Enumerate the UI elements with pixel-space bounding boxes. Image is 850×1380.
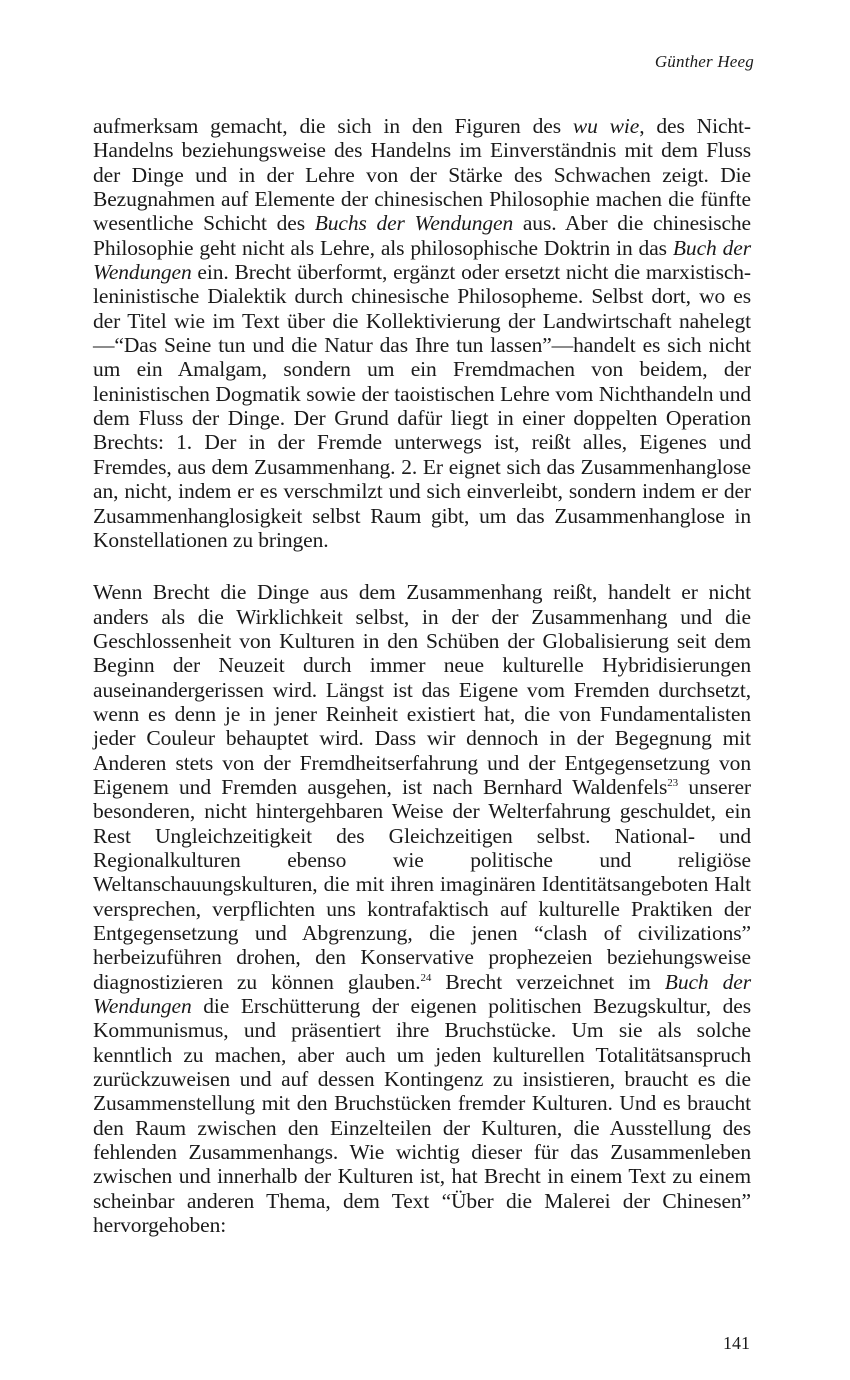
italic-text: Buch der Wendungen (93, 235, 751, 285)
paragraph (93, 114, 751, 552)
italic-text: Buch der Wendungen (93, 969, 751, 1019)
running-head: Günther Heeg (654, 52, 754, 71)
page-number: 141 (723, 1333, 750, 1353)
italic-text: wu wie (572, 114, 640, 138)
text-run: die Erschütterung der eigenen politischen Bezugskultur, des Kommunismus, und präsentiert ihre Bruchstücke. Um sie als solche kenntlich zu machen, aber auch um jeden kulturellen Totalitätsanspruch zurückzuweisen und auf dessen Kontingenz zu insistieren, braucht es die Zusammenstellung mit den Bruchstücken fremder Kulturen. Und es braucht den Raum zwischen den Einzelteilen der Kulturen, die Ausstellung des fehlenden Zusammenhangs. Wie wichtig dieser für das Zusammenleben zwischen und innerhalb der Kulturen ist, hat Brecht in einem Text zu einem scheinbar anderen Thema, dem Text “Über die Malerei der Chinesen” hervorgehoben: (93, 994, 751, 1238)
italic-text: Buchs der Wendungen (314, 211, 514, 236)
text-run: , des Nicht-Handelns beziehungsweise des Handelns im Einverständnis mit dem Fluss der Dinge und in der Lehre von der Stärke des Schwachen zeigt. Die Bezugnahmen auf Elemente der chinesischen Philosophie machen die fünfte wesentliche Schicht des (93, 114, 751, 236)
text-run: Wenn Brecht die Dinge aus dem Zusammenhang reißt, handelt er nicht anders als die Wirklichkeit selbst, in der der Zusammenhang und die Geschlossenheit von Kulturen in den Schüben der Globalisierung seit dem Beginn der Neuzeit durch immer neue kulturelle Hybridisierungen auseinandergerissen wird. Längst ist das Eigene vom Fremden durchsetzt, wenn es denn je in jener Reinheit existiert hat, die von Fundamentalisten jeder Couleur behauptet wird. Dass wir dennoch in der Begegnung mit Anderen stets von der Fremdheitserfahrung und der Entgegensetzung von Eigenem und Fremden ausgehen, ist nach Bernhard Waldenfels (93, 580, 751, 799)
text-run: unserer besonderen, nicht hintergehbaren Weise der Welterfahrung geschuldet, ein Rest Ungleichzeitigkeit des Gleichzeitigen selbst. National- und Regionalkulturen ebenso wie politische und religiöse Weltanschauungskulturen, die mit ihren imaginären Identitätsangeboten Halt versprechen, verpflichten uns kontrafaktisch auf kulturelle Praktiken der Entgegensetzung und Abgrenzung, die jenen “clash of civilizations” herbeizuführen drohen, den Konservative prophezeien beziehungsweise diagnostizieren zu können glauben. (93, 774, 751, 994)
text-run: Brecht verzeichnet im (431, 969, 665, 994)
footnote-ref: 23 (667, 776, 679, 789)
text-run: aufmerksam gemacht, die sich in den Figuren des (93, 114, 573, 138)
text-run: aus. Aber die chinesische Philosophie geht nicht als Lehre, als philosophische Doktrin in das (93, 211, 751, 260)
text-run: ein. Brecht überformt, ergänzt oder ersetzt nicht die marxistisch-leninistische Dialektik durch chinesische Philosopheme. Selbst dort, wo es der Titel wie im Text über die Kollektivierung der Landwirtschaft nahelegt—“Das Seine tun und die Natur das Ihre tun lassen”—handelt es sich nicht um ein Amalgam, sondern um ein Fremdmachen von beidem, der leninistischen Dogmatik sowie der taoistischen Lehre vom Nichthandeln und dem Fluss der Dinge. Der Grund dafür liegt in einer doppelten Operation Brechts: 1. Der in der Fremde unterwegs ist, reißt alles, Eigenes und Fremdes, aus dem Zusammenhang. 2. Er eignet sich das Zusammenhanglose an, nicht, indem er es verschmilzt und sich einverleibt, sondern indem er der Zusammenhanglosigkeit selbst Raum gibt, um das Zusammenhanglose in Konstellationen zu bringen. (93, 260, 751, 552)
body-text (93, 114, 751, 1237)
footnote-ref: 24 (420, 971, 432, 984)
paragraph (93, 580, 751, 1237)
